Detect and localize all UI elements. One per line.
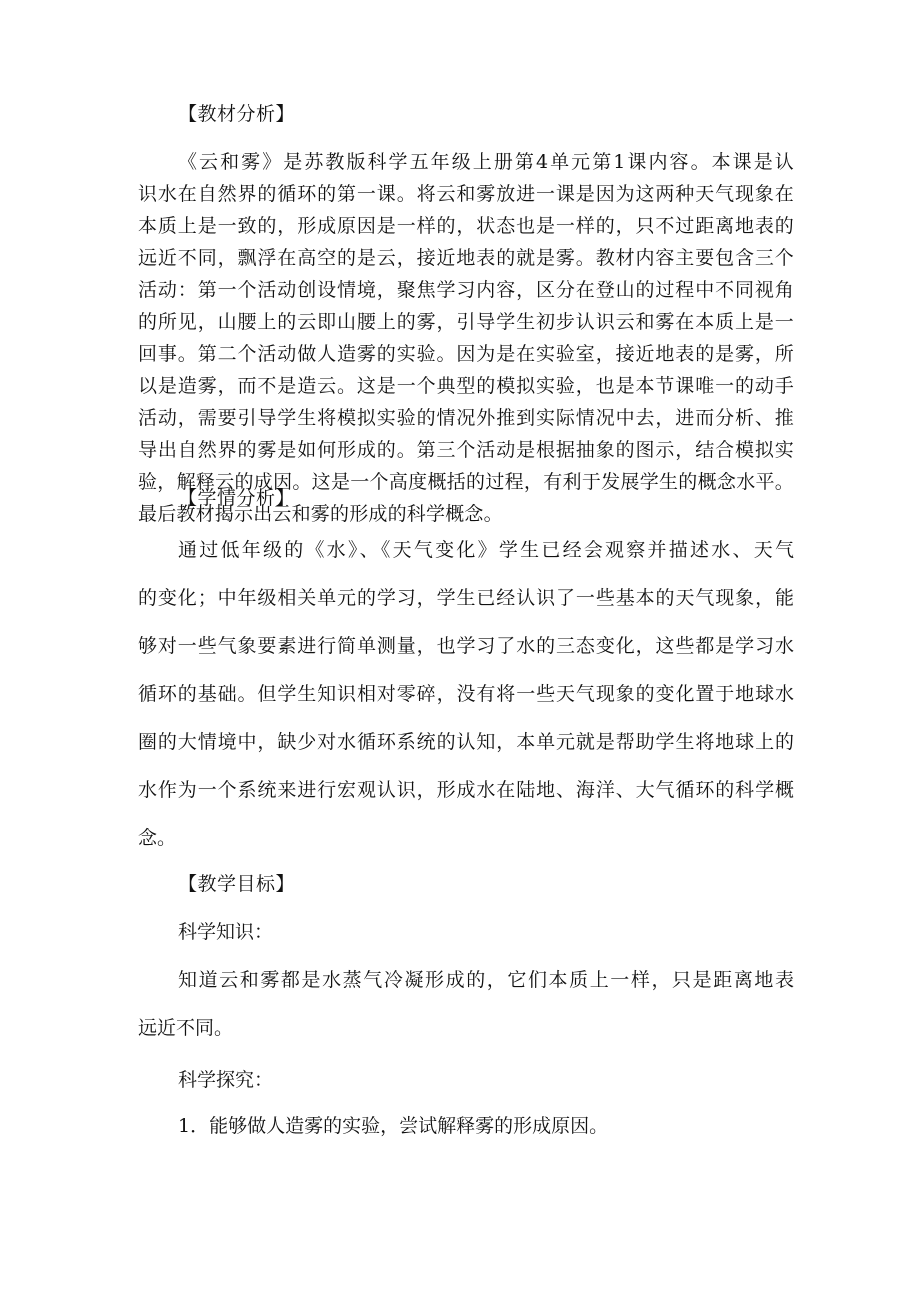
label-science-knowledge: 科学知识：	[178, 921, 274, 943]
text-line: 水作为一个系统来进行宏观认识，形成水在陆地、海洋、大气循环的科学概	[138, 779, 794, 801]
text-line: 的所见，山腰上的云即山腰上的雾，引导学生初步认识云和雾在本质上是一	[138, 311, 794, 333]
text-line: 导出自然界的雾是如何形成的。第三个活动是根据抽象的图示，结合模拟实	[138, 439, 794, 461]
text-line: 本质上是一致的，形成原因是一样的，状态也是一样的，只不过距离地表的	[138, 215, 794, 237]
inquiry-item-1: 1．能够做人造雾的实验，尝试解释雾的形成原因。	[178, 1115, 609, 1137]
text-line: 远近不同，飘浮在高空的是云，接近地表的就是雾。教材内容主要包含三个	[138, 247, 794, 269]
text-line: 的变化；中年级相关单元的学习，学生已经认识了一些基本的天气现象，能	[138, 587, 794, 609]
text-line: 活动，需要引导学生将模拟实验的情况外推到实际情况中去，进而分析、推	[138, 407, 794, 429]
text-line: 活动：第一个活动创设情境，聚焦学习内容，区分在登山的过程中不同视角	[138, 279, 794, 301]
text-line: 识水在自然界的循环的第一课。将云和雾放进一课是因为这两种天气现象在	[138, 183, 794, 205]
text-line: 最后教材揭示出云和雾的形成的科学概念。	[138, 503, 503, 525]
paragraph-science-knowledge	[138, 956, 794, 1052]
text-line: 验，解释云的成因。这是一个高度概括的过程，有利于发展学生的概念水平。	[138, 471, 794, 493]
label-science-inquiry: 科学探究：	[178, 1069, 274, 1091]
text-line: 念。	[138, 827, 177, 849]
text-line: 远近不同。	[138, 1017, 234, 1039]
heading-material-analysis: 【教材分析】	[178, 103, 296, 125]
text-line: 循环的基础。但学生知识相对零碎，没有将一些天气现象的变化置于地球水	[138, 683, 794, 705]
paragraph-student-analysis	[138, 526, 794, 862]
text-line: 以是造雾，而不是造云。这是一个典型的模拟实验，也是本节课唯一的动手	[138, 375, 794, 397]
paragraph-material-analysis	[138, 146, 794, 530]
text-line: 通过低年级的《水》、《天气变化》学生已经会观察并描述水、天气	[178, 539, 794, 561]
text-line: 回事。第二个活动做人造雾的实验。因为是在实验室，接近地表的是雾，所	[138, 343, 794, 365]
text-line: 知道云和雾都是水蒸气冷凝形成的，它们本质上一样，只是距离地表	[178, 969, 794, 991]
text-line: 《云和雾》是苏教版科学五年级上册第4单元第1课内容。本课是认	[178, 151, 794, 173]
heading-teaching-goals: 【教学目标】	[178, 873, 296, 895]
text-line: 够对一些气象要素进行简单测量，也学习了水的三态变化，这些都是学习水	[138, 635, 794, 657]
heading-student-analysis: 【学情分析】	[178, 487, 296, 509]
text-line: 圈的大情境中，缺少对水循环系统的认知，本单元就是帮助学生将地球上的	[138, 731, 794, 753]
